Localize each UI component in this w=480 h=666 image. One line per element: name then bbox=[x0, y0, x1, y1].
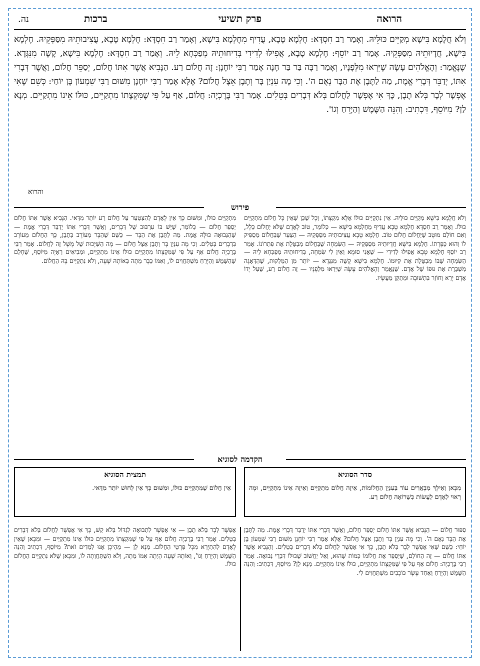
chapter-name: פרק תשיעי bbox=[218, 14, 262, 25]
header-rule bbox=[14, 29, 466, 30]
title-rule-left bbox=[14, 207, 204, 208]
commentary-column-left: מִתְקַיֵּים כּוּלּוֹ, וּמִשּׁוּם כָּךְ אֵין לָאָדָם לְהִצְטַעֵר עַל חֲלוֹם רַע יוֹתֵר מִדַּאי. הַנָּבִיא אֲשֶׁר אִתּוֹ חֲלוֹם יְסַפֵּר חֲלוֹם — כְּלוֹמַר, שֶׁיֵּשׁ בּוֹ עִרְבּוּב שֶׁל דְּבָרִים, וַאֲשֶׁר דְּבָרִי אִתּוֹ יְדַבֵּר דְּבָרִי אֱמֶת — שֶׁהַנְּבוּאָה כּוּלָּהּ אֱמֶת. מַה לַתֶּבֶן אֶת הַבָּר — כְּשֵׁם שֶׁהַבָּר מְעוֹרָב בְּתֶבֶן, כָּךְ הַחֲלוֹם מְעוֹרָב בִּדְבָרִים בְּטֵלִים. וְכִי מָה עִנְיַן בָּר וְתֶבֶן אֵצֶל חֲלוֹם — מָה הַשַּׁיָּכוּת שֶׁל מָשָׁל זֶה לַחֲלוֹם. אָמַר רַבִּי בֶּרֶכְיָה חֲלוֹם אַף עַל פִּי שֶׁמִּקְצָתוֹ מִתְקַיֵּים כּוּלּוֹ אֵינוֹ מִתְקַיֵּים, וּמְבִיאִים רְאָיָה מִיּוֹסֵף, שֶׁחָלַם שֶׁהַשֶּׁמֶשׁ וְהַיָּרֵחַ מִשְׁתַּחֲוִים לוֹ, וְאִמּוֹ כְּבָר מֵתָה בְּאוֹתָהּ שָׁעָה, וְלֹא נִתְקַיֵּים בָּהּ הַחֲלוֹם. bbox=[14, 215, 236, 265]
intro-rule-right bbox=[286, 459, 466, 460]
commentary-column-right: וְלֹא חֲלָמָא בִּישָׁא מְקַיֵּים כּוּלֵּיהּ. אֵין נִתְקַיֵּים כּוּלּוֹ אֶלָּא מִקְצָתוֹ, וְכָל שֶׁכֵּן שֶׁאֵין כָּל חֲלוֹם מִתְקַיֵּים כּוּלּוֹ. וְאָמַר רַב חִסְדָּא חֶלְמָא טָבָא עֲדִיף מֵחֶלְמָא בִּישָׁא — כְּלוֹמַר, טוֹב לָאָדָם שֶׁלֹּא יַחֲלוֹם כְּלָל, וְאִם חוֹלֵם מוּטָב שֶׁיַּחֲלוֹם חֲלוֹם טוֹב. חֶלְמָא טָבָא עֲצִיבוּתֵיהּ מִסַּפְּקֵיהּ — הַצַּעַר שֶׁבַּחֲלוֹם מַסְפִּיק לוֹ וְהוּא כַּפָּרָתוֹ. חֶלְמָא בִּישָׁא חֲדָיוּתֵיהּ מִסַּפְּקֵיהּ — הַשִּׂמְחָה שֶׁבַּחֲלוֹם מְבַטֶּלֶת אֶת פִּתְרוֹנוֹ. אָמַר רַב יוֹסֵף חֶלְמָא טָבָא אֲפִילּוּ לְדִידִי — שֶׁאֲנִי סוּמָא וְאֵין לִי שִׂמְחָה, בְּדִיחוּתֵיהּ מְפַכְּחָא לֵיהּ — הַשִּׂמְחָה שֶׁבּוֹ מְבַטֶּלֶת אֶת קִיּוּמוֹ. חֶלְמָא בִּישָׁא קָשֶׁה מִנִּגְּדָא — יוֹתֵר מִן הַמַּלְקוּת, שֶׁהַדְּאָגָה מְשַׁבֶּרֶת אֶת גּוּפוֹ שֶׁל אָדָם. שֶׁנֶּאֱמַר וְהָאֱלֹהִים עָשָׂה שֶׁיִּרְאוּ מִלְּפָנָיו — זֶה חֲלוֹם רַע, שֶׁעַל יָדוֹ אָדָם יָרֵא וְחוֹזֵר בִּתְשׁוּבָה וּמְתַקֵּן מַעֲשָׂיו. bbox=[244, 215, 466, 282]
column-divider bbox=[240, 527, 241, 651]
box-sugya-summary bbox=[14, 467, 236, 517]
title-rule-right bbox=[276, 207, 466, 208]
gemara-text: וְלֹא חֲלָמָא בִּישָׁא מְקַיֵּים כּוּלֵּיהּ. וְאָמַר רַב חִסְדָּא: חֶלְמָא טָבָא, עֲדִיף מִחֶלְמָא בִּישָׁא, וְאָמַר רַב חִסְדָּא: חֶלְמָא טָבָא, עֲצִיבוּתֵיהּ מִסַּפְּקֵיהּ. חֶלְמָא בִּישָׁא, חֲדָיוּתֵיהּ מִסַּפְּקֵיהּ. אָמַר רַב יוֹסֵף: חֶלְמָא טָבָא, אֲפִילּוּ לְדִידִי בְּדִיחוּתֵיהּ מְפַכְּחָא לֵיהּ. וְאָמַר רַב חִסְדָּא: חֶלְמָא בִּישָׁא, קָשֶׁה מִנִּגְּדָא. שֶׁנֶּאֱמַר: וְהָאֱלֹהִים עָשָׂה שֶׁיִּרְאוּ מִלְּפָנָיו, וְאָמַר רַבָּה בַּר בַּר חָנָה אָמַר רַבִּי יוֹחָנָן: זֶה חֲלוֹם רַע. הַנָּבִיא אֲשֶׁר אִתּוֹ חֲלוֹם, יְסַפֵּר חֲלוֹם, וַאֲשֶׁר דְּבָרִי אִתּוֹ, יְדַבֵּר דְּבָרִי אֱמֶת, מַה לַתֶּבֶן אֶת הַבָּר נְאֻם ה'. וְכִי מָה עִנְיַן בָּר וְתֶבֶן אֵצֶל חֲלוֹם? אֶלָּא אָמַר רַבִּי יוֹחָנָן מִשּׁוּם רַבִּי שִׁמְעוֹן בֶּן יוֹחַי: כְּשֵׁם שֶׁאִי אֶפְשָׁר לְבָר בְּלֹא תֶבֶן, כָּךְ אִי אֶפְשָׁר לַחֲלוֹם בְּלֹא דְּבָרִים בְּטֵלִים. אָמַר רַבִּי בֶּרֶכְיָה: חֲלוֹם, אַף עַל פִּי שֶׁמִּקְצָתוֹ מִתְקַיֵּים, כּוּלּוֹ אֵינוֹ מִתְקַיֵּים. מְנָא לַן? מִיּוֹסֵף, דִּכְתִיב: וְהִנֵּה הַשֶּׁמֶשׁ וְהַיָּרֵחַ וְגוֹ'. bbox=[14, 35, 466, 115]
bottom-column-left: אֶפְשָׁר לְבָר בְּלֹא תֶבֶן — אִי אֶפְשָׁר לִתְבוּאָה לִגְדּוֹל בְּלֹא קַשׁ, כָּךְ אִי אֶפְשָׁר לַחֲלוֹם בְּלֹא דְּבָרִים בְּטֵלִים. אָמַר רַבִּי בֶּרֶכְיָה חֲלוֹם אַף עַל פִּי שֶׁמִּקְצָתוֹ מִתְקַיֵּים כּוּלּוֹ אֵינוֹ מִתְקַיֵּים — וּמִכָּאן שֶׁאֵין לָאָדָם לְהִתְיָרֵא מִכָּל פְּרָטֵי הַחֲלוֹם. מְנָא לַן — מֵהֵיכָן אָנוּ לְמֵדִים זֹאת? מִיּוֹסֵף, דִּכְתִיב וְהִנֵּה הַשֶּׁמֶשׁ וְהַיָּרֵחַ וְגוֹ', וְאוֹתָהּ שָׁעָה הָיְתָה אִמּוֹ מֵתָה, וְלֹא הִשְׁתַּחֲוְתָה לוֹ, וּמִכָּאן שֶׁלֹּא נִתְקַיֵּים הַחֲלוֹם כּוּלּוֹ. bbox=[14, 527, 236, 568]
running-header bbox=[14, 12, 466, 28]
book-name: הרואה bbox=[376, 14, 402, 25]
box-sugya-summary-text: אֵין חֲלוֹם שֶׁמִּתְקַיֵּים כּוּלּוֹ, וּמִשּׁוּם כָּךְ אֵין לָחוּשׁ יוֹתֵר מִדַּאי. bbox=[92, 484, 231, 492]
intro-title: הקדמה לסוגיא bbox=[217, 454, 263, 464]
page-number: נה. bbox=[18, 15, 29, 25]
box-sugya-order bbox=[244, 467, 466, 517]
commentary-title: פירוש bbox=[230, 202, 250, 212]
box-sugya-order-title: סדר הסוגיא bbox=[338, 470, 372, 479]
intro-rule-left bbox=[14, 459, 194, 460]
continuation-word: והרוא bbox=[28, 188, 44, 196]
talmud-page bbox=[14, 12, 466, 654]
box-sugya-summary-title: תמצית הסוגיא bbox=[104, 470, 146, 479]
box-sugya-order-text: מִכָּאן וְאֵילָךְ מְבָאֲרִים עוֹד בְּעִנְיַן הַחֲלוֹמוֹת, אֵיזֶה חֲלוֹם מִתְקַיֵּים וְאֵיזֶה אֵינוֹ מִתְקַיֵּים, וּמָה רָאוּי לְאָדָם לַעֲשׂוֹת כְּשֶׁרוֹאֶה חֲלוֹם רַע. bbox=[249, 484, 461, 501]
bottom-column-right: סִפּוּר חֲלוֹם — הַנָּבִיא אֲשֶׁר אִתּוֹ חֲלוֹם יְסַפֵּר חֲלוֹם, וַאֲשֶׁר דְּבָרִי אִתּוֹ יְדַבֵּר דְּבָרִי אֱמֶת. מַה לַתֶּבֶן אֶת הַבָּר נְאֻם ה'. וְכִי מָה עִנְיַן בָּר וְתֶבֶן אֵצֶל חֲלוֹם? אֶלָּא אָמַר רַבִּי יוֹחָנָן מִשּׁוּם רַבִּי שִׁמְעוֹן בֶּן יוֹחַי: כְּשֵׁם שֶׁאִי אֶפְשָׁר לְבָר בְּלֹא תֶבֶן, כָּךְ אִי אֶפְשָׁר לַחֲלוֹם בְּלֹא דְּבָרִים בְּטֵלִים. וְהַנָּבִיא אֲשֶׁר אִתּוֹ חֲלוֹם — זֶה הַחוֹלֵם, שֶׁיְּסַפֵּר אֶת חֲלוֹמוֹ כְּמוֹת שֶׁהוּא, וְאַל יַחֲשׁוֹב שֶׁכּוּלּוֹ דִּבְרֵי נְבוּאָה. אָמַר רַבִּי בֶּרֶכְיָה: חֲלוֹם אַף עַל פִּי שֶׁמִּקְצָתוֹ מִתְקַיֵּים, כּוּלּוֹ אֵינוֹ מִתְקַיֵּים. מְנָא לַן? מִיּוֹסֵף, דִּכְתִיב: וְהִנֵּה הַשֶּׁמֶשׁ וְהַיָּרֵחַ וְאַחַד עָשָׂר כּוֹכָבִים מִשְׁתַּחֲוִים לִי. bbox=[244, 527, 466, 577]
tractate-name: ברכות bbox=[84, 14, 108, 25]
